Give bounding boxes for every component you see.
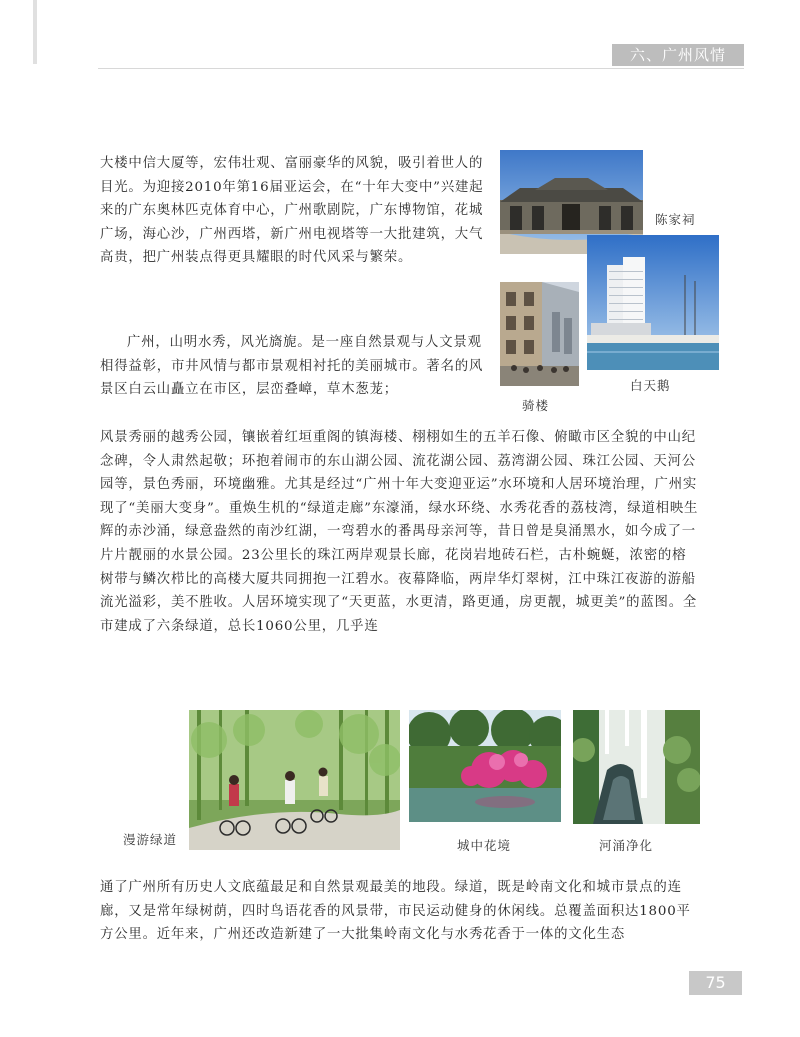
photo-urban-flower-garden [409, 710, 561, 822]
paragraph-1: 大楼中信大厦等，宏伟壮观、富丽豪华的风貌，吸引着世人的目光。为迎接2010年第16届亚运会，在“十年大变中”兴建起来的广东奥林匹克体育中心，广州歌剧院，广东博物馆，花城广场，海心沙，广州西塔，新广州电视塔等一大批建筑，大气高贵，把广州装点得更具耀眼的时代风采与繁荣。 [100, 156, 484, 266]
page-number: 75 [689, 971, 742, 995]
caption-river-purification: 河涌净化 [599, 838, 654, 853]
caption-urban-flower-garden: 城中花境 [457, 838, 512, 853]
photo-greenway-cycling [189, 710, 400, 850]
paragraph-2-intro: 广州，山明水秀，风光旖旎。是一座自然景观与人文景观相得益彰，市井风情与都市景观相衬托的美丽城市。著名的风景区白云山矗立在市区，层峦叠嶂，草木葱茏； [100, 335, 484, 398]
caption-arcade-street: 骑楼 [522, 398, 550, 413]
photo-white-swan-hotel [587, 235, 719, 370]
caption-greenway-cycling: 漫游绿道 [123, 832, 178, 847]
binding-edge [33, 0, 37, 64]
photo-river-purification [573, 710, 700, 824]
header-rule [98, 68, 744, 69]
paragraph-3: 通了广州所有历史人文底蕴最足和自然景观最美的地段。绿道，既是岭南文化和城市景点的连廊，又是常年绿树荫，四时鸟语花香的风景带，市民运动健身的休闲线。总覆盖面积达1800平方公里。近年来，广州还改造新建了一大批集岭南文化与水秀花香于一体的文化生态 [100, 880, 691, 943]
photo-arcade-street [500, 282, 579, 386]
caption-white-swan-hotel: 白天鹅 [630, 378, 671, 393]
paragraph-2-body: 风景秀丽的越秀公园，镶嵌着红垣重阁的镇海楼、栩栩如生的五羊石像、俯瞰市区全貌的中山纪念碑，令人肃然起敬；环抱着闹市的东山湖公园、流花湖公园、荔湾湖公园、珠江公园、天河公园等，景色秀丽，环境幽雅。尤其是经过“广州十年大变迎亚运”水环境和人居环境治理，广州实现了“美丽大变身”。重焕生机的“绿道走廊”东濠涌，绿水环绕、水秀花香的荔枝湾，绿道相映生辉的赤沙涌，绿意盎然的南沙红湖，一弯碧水的番禺母亲河等，昔日曾是臭涌黑水，如今成了一片片靓丽的水景公园。23公里长的珠江两岸观景长廊，花岗岩地砖石栏，古朴蜿蜒，浓密的榕树带与鳞次栉比的高楼大厦共同拥抱一江碧水。夜幕降临，两岸华灯翠树，江中珠江夜游的游船流光溢彩，美不胜收。人居环境实现了“天更蓝，水更清，路更通，房更靓，城更美”的蓝图。全市建成了六条绿道，总长1060公里，几乎连 [100, 430, 699, 634]
chapter-tab: 六、广州风情 [612, 44, 744, 66]
caption-chen-clan-academy: 陈家祠 [655, 212, 696, 227]
